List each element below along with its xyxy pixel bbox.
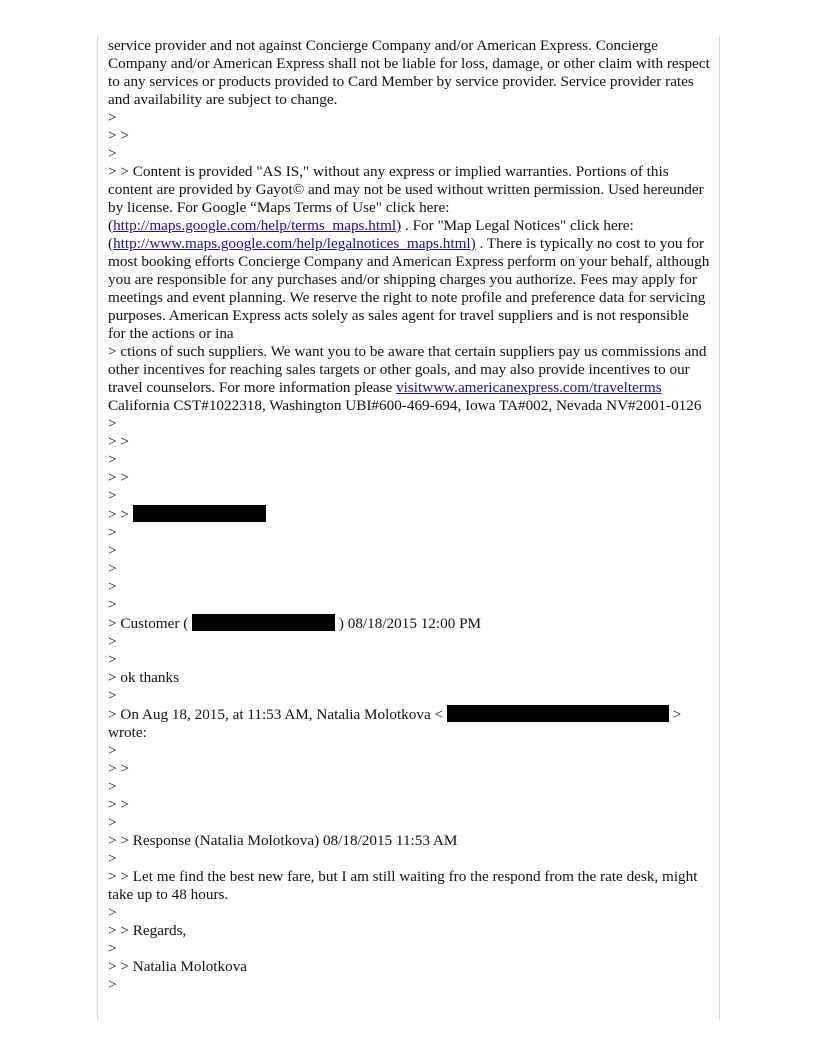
quote-line: >	[108, 651, 117, 668]
message-text: > > Let me find the best new fare, but I am still waiting fro the respond from the rate desk, might take up to 48 hours.	[108, 868, 698, 903]
response-header: > > Response (Natalia Molotkova) 08/18/2015 11:53 AM	[108, 832, 458, 849]
quote-line: >	[108, 560, 117, 577]
maps-terms-link[interactable]: http://maps.google.com/help/terms_maps.html)	[113, 217, 402, 234]
terms-paragraph-continued	[108, 343, 710, 415]
quote-line: > >	[108, 760, 129, 777]
quote-line: >	[108, 778, 117, 795]
reply-attribution	[108, 705, 710, 742]
quote-line-redacted	[108, 505, 710, 524]
quote-line: >	[108, 633, 117, 650]
customer-header	[108, 614, 710, 633]
customer-timestamp: ) 08/18/2015 12:00 PM	[335, 615, 482, 632]
quote-prefix: > >	[108, 506, 133, 523]
service-provider-paragraph: service provider and not against Concierge Company and/or American Express. Concierge Company and/or American Express shall not be liable for loss, damage, or other claim with respect to any services or products provided to Card Member by service provider. Service provider rates and availability are subject to change.	[108, 37, 710, 108]
quote-line: > >	[108, 469, 129, 486]
terms-text: > > Content is provided "AS IS," without any express or implied warranties. Portions of this content are provided by Gayot© and may not be used without written permission. Used hereunder by license. For Google “Maps Terms of Use" click here: (	[108, 163, 704, 234]
terms-text: . For "Map Legal Notices" click here: (	[108, 217, 634, 252]
quote-line: >	[108, 904, 117, 921]
quote-line: >	[108, 542, 117, 559]
quote-line: >	[108, 850, 117, 867]
message-text: > > Regards,	[108, 922, 187, 939]
quote-line: >	[108, 415, 117, 432]
terms-paragraph	[108, 163, 710, 343]
maps-legal-link[interactable]: http://www.maps.google.com/help/legalnotices_maps.html)	[113, 235, 476, 252]
redaction-block	[192, 614, 335, 631]
quote-line: > >	[108, 796, 129, 813]
signature: > > Natalia Molotkova	[108, 958, 248, 975]
attribution-suffix: > wrote:	[108, 706, 682, 741]
attribution-prefix: > On Aug 18, 2015, at 11:53 AM, Natalia Molotkova <	[108, 706, 447, 723]
quote-line: >	[108, 742, 117, 759]
quote-line: >	[108, 940, 117, 957]
quote-line: >	[108, 578, 117, 595]
quote-line: >	[108, 145, 117, 162]
message-text: > ok thanks	[108, 669, 179, 686]
quote-line: >	[108, 814, 117, 831]
quote-line: > >	[108, 433, 129, 450]
quote-line: >	[108, 487, 117, 504]
terms-text: > ctions of such suppliers. We want you to be aware that certain suppliers pay us commissions and other incentives for reaching sales targets or other goals, and may also provide incentives to our travel counselors. For more information please	[108, 343, 707, 396]
quote-line: >	[108, 596, 117, 613]
redaction-block	[447, 705, 669, 722]
quote-line: >	[108, 451, 117, 468]
quote-line: > >	[108, 127, 129, 144]
quote-line: >	[108, 109, 117, 126]
redaction-block	[133, 505, 266, 522]
amex-travelterms-link[interactable]: visitwww.americanexpress.com/travelterms	[396, 379, 662, 396]
email-body	[108, 37, 710, 994]
terms-text: California CST#1022318, Washington UBI#600-469-694, Iowa TA#002, Nevada NV#2001-0126	[108, 397, 702, 414]
quote-line: >	[108, 687, 117, 704]
terms-text: . There is typically no cost to you for most booking efforts Concierge Company and American Express perform on your behalf, although you are responsible for any purchases and/or shipping charges you authorize. Fees may apply for meetings and event planning. We reserve the right to note profile and preference data for servicing purposes. American Express acts solely as sales agent for travel suppliers and is not responsible for the actions or ina	[108, 235, 710, 342]
quote-line: >	[108, 524, 117, 541]
customer-prefix: > Customer (	[108, 615, 193, 632]
quote-line: >	[108, 976, 117, 993]
